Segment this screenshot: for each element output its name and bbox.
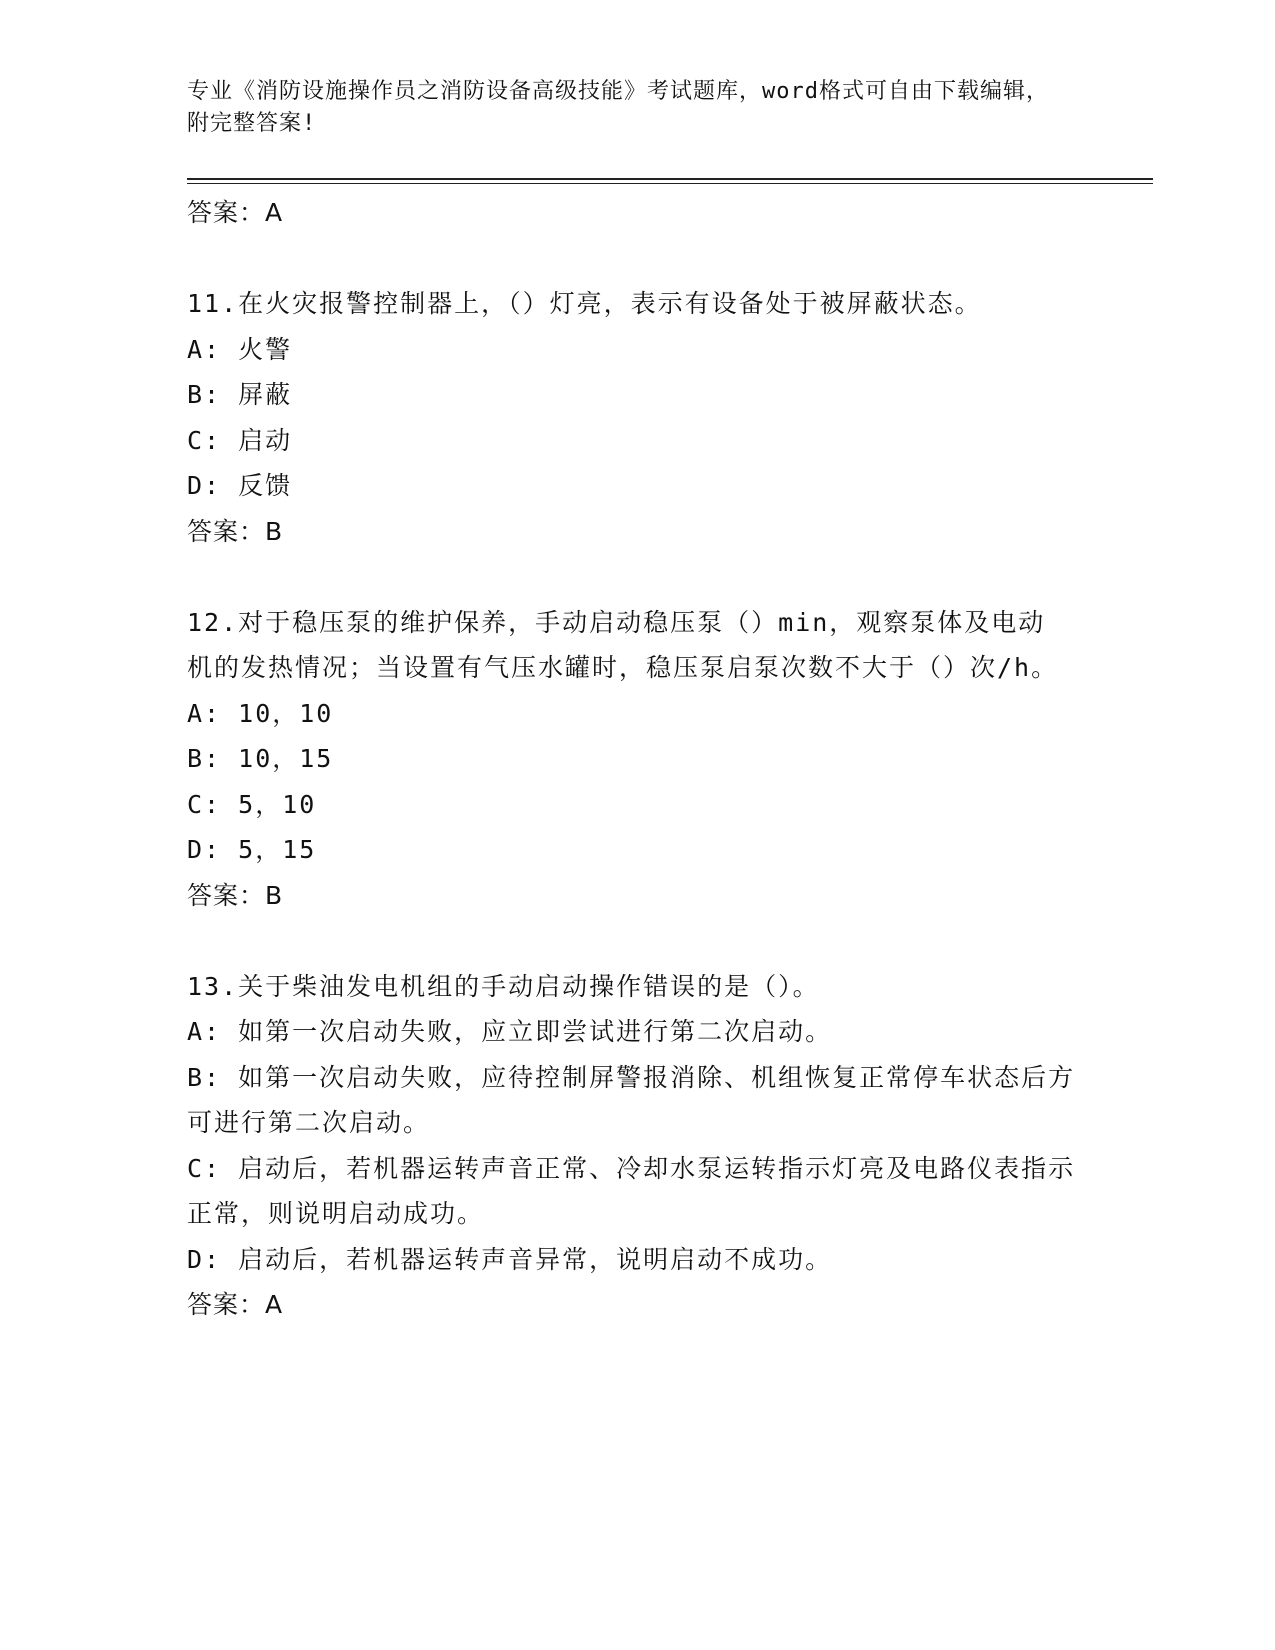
question-11: [187, 281, 1087, 554]
option-a: A: 如第一次启动失败，应立即尝试进行第二次启动。: [187, 1017, 833, 1046]
option-a: A: 火警: [187, 334, 293, 364]
option-b: B: 屏蔽: [187, 380, 293, 409]
question-stem: 12.对于稳压泵的维护保养，手动启动稳压泵（）min，观察泵体及电动机的发热情况；当设置有气压水罐时，稳压泵启泵次数不大于（）次/h。: [187, 607, 1059, 682]
question-13: [187, 964, 1087, 1328]
answer-line: 答案：A: [187, 198, 284, 227]
question-stem: 13.关于柴油发电机组的手动启动操作错误的是（）。: [187, 971, 820, 1001]
header-divider-thin: [187, 183, 1153, 184]
option-d: D: 启动后，若机器运转声音异常，说明启动不成功。: [187, 1244, 833, 1274]
option-d: D: 反馈: [187, 471, 293, 500]
option-c: C: 启动: [187, 425, 293, 455]
spacer: [187, 236, 1087, 282]
spacer: [187, 918, 1087, 964]
option-c: C: 启动后，若机器运转声音正常、冷却水泵运转指示灯亮及电路仪表指示正常，则说明启动成功。: [187, 1153, 1076, 1228]
option-b: B: 10，15: [187, 744, 334, 773]
header-divider-thick: [187, 178, 1153, 180]
option-b: B: 如第一次启动失败，应待控制屏警报消除、机组恢复正常停车状态后方可进行第二次启动。: [187, 1062, 1076, 1137]
option-c: C: 5，10: [187, 789, 317, 819]
question-12: [187, 600, 1087, 919]
question-stem: 11.在火灾报警控制器上，（）灯亮，表示有设备处于被屏蔽状态。: [187, 289, 982, 318]
answer-line: 答案：B: [187, 516, 284, 546]
option-d: D: 5，15: [187, 835, 317, 864]
spacer: [187, 554, 1087, 600]
document-body: [187, 190, 1087, 1328]
answer-line: 答案：A: [187, 1290, 284, 1319]
answer-line: 答案：B: [187, 880, 284, 910]
option-a: A: 10，10: [187, 698, 334, 728]
document-header: 专业《消防设施操作员之消防设备高级技能》考试题库，word格式可自由下载编辑，附完整答案!: [187, 79, 1049, 136]
